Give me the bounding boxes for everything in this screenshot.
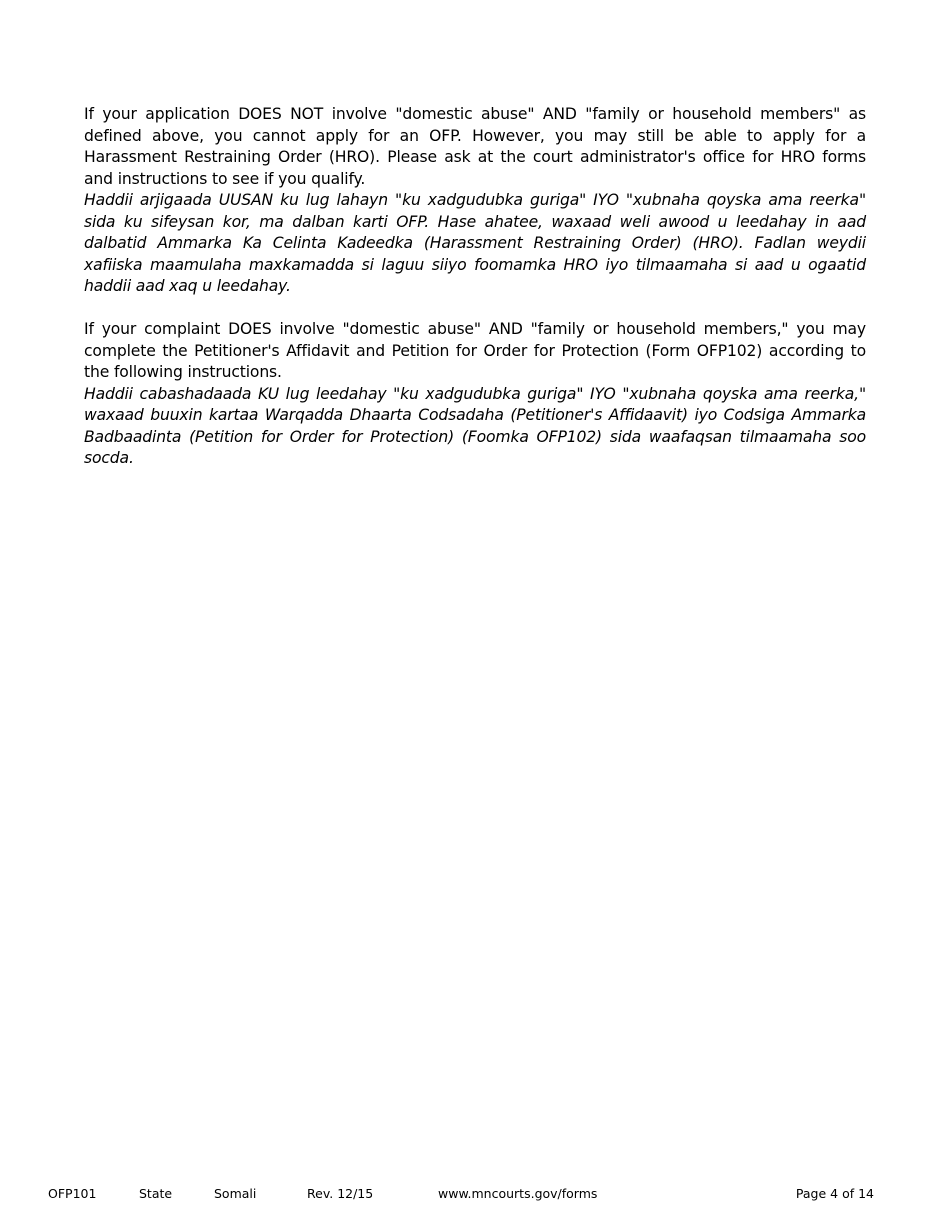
paragraph-involvement-english: If your complaint DOES involve "domestic abuse" AND "family or household members," you may complete the Petitioner's Affidavit and Petition for Order for Protection (Form OFP102) according to the following instructions. bbox=[84, 320, 866, 381]
document-body bbox=[84, 104, 866, 470]
paragraph-spacer bbox=[84, 298, 866, 320]
paragraph-involvement-somali: Haddii cabashadaada KU lug leedahay "ku xadgudubka guriga" IYO "xubnaha qoyska ama reerka," waxaad buuxin kartaa Warqadda Dhaarta Codsadaha (Petitioner's Affidaavit) iyo Codsiga Ammarka Badbaadinta (Petition for Order for Protection) (Foomka OFP102) sida waafaqsan tilmaamaha soo socda. bbox=[84, 384, 866, 467]
footer-form-id: OFP101 bbox=[48, 1186, 97, 1201]
footer-url: www.mncourts.gov/forms bbox=[438, 1186, 598, 1201]
paragraph-no-involvement-english: If your application DOES NOT involve "domestic abuse" AND "family or household members" as defined above, you cannot apply for an OFP. However, you may still be able to apply for a Harassment Restraining Order (HRO). Please ask at the court administrator's office for HRO forms and instructions to see if you qualify. bbox=[84, 105, 866, 188]
footer-page-number: Page 4 of 14 bbox=[795, 1186, 874, 1201]
footer-state: State bbox=[139, 1186, 173, 1201]
paragraph-no-involvement-somali: Haddii arjigaada UUSAN ku lug lahayn "ku xadgudubka guriga" IYO "xubnaha qoyska ama reerka" sida ku sifeysan kor, ma dalban karti OFP. Hase ahatee, waxaad weli awood u leedahay in aad dalbatid Ammarka Ka Celinta Kadeedka (Harassment Restraining Order) (HRO). Fadlan weydii xafiiska maamulaha maxkamadda si laguu siiyo foomamka HRO iyo tilmaamaha si aad u ogaatid haddii aad xaq u leedahay. bbox=[84, 191, 866, 295]
footer-language: Somali bbox=[214, 1186, 257, 1201]
page-footer bbox=[0, 1185, 950, 1203]
footer-revision: Rev. 12/15 bbox=[307, 1186, 374, 1201]
